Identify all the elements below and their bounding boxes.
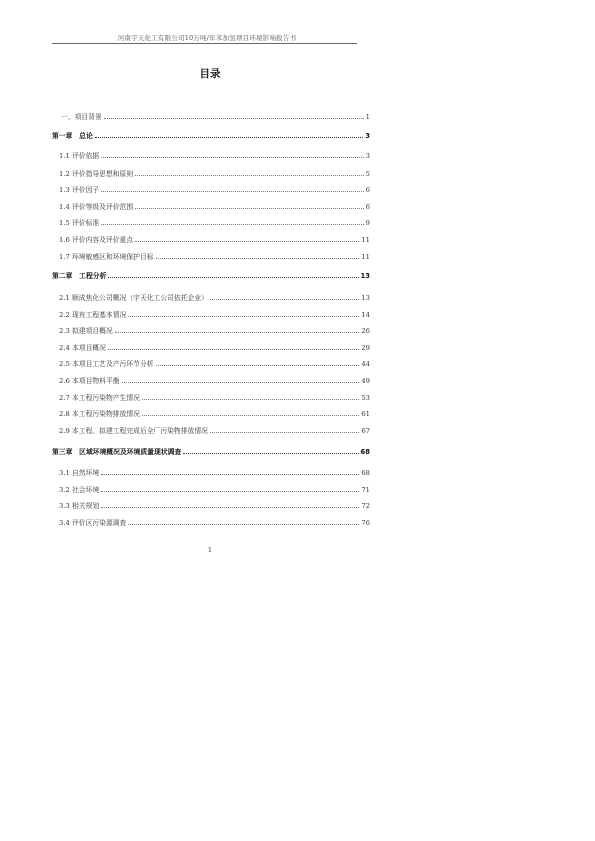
toc-entry[interactable] bbox=[52, 268, 370, 280]
toc-entry-page: 11 bbox=[361, 253, 370, 261]
toc-entry-page: 14 bbox=[361, 311, 370, 319]
toc-entry-page: 76 bbox=[361, 519, 370, 527]
toc-entry[interactable] bbox=[52, 406, 370, 418]
toc-dot-leader bbox=[135, 174, 364, 176]
toc-entry-label: 1.6 评价内容及评价重点 bbox=[59, 236, 134, 244]
toc-entry-page: 13 bbox=[360, 272, 370, 280]
toc-entry-label: 3.3 相关规划 bbox=[59, 502, 100, 510]
toc-entry-page: 5 bbox=[365, 170, 370, 178]
toc-entry-label: 1.3 评价因子 bbox=[59, 186, 100, 194]
toc-entry-label: 2.2 现有工程基本情况 bbox=[59, 311, 127, 319]
toc-entry-page: 9 bbox=[365, 219, 370, 227]
toc-dot-leader bbox=[183, 452, 358, 454]
toc-entry[interactable] bbox=[52, 423, 370, 435]
toc-entry-page: 72 bbox=[361, 502, 370, 510]
toc-entry-page: 61 bbox=[361, 410, 370, 418]
toc-entry[interactable] bbox=[52, 373, 370, 385]
toc-entry[interactable] bbox=[52, 215, 370, 227]
toc-entry[interactable] bbox=[52, 182, 370, 194]
toc-dot-leader bbox=[108, 348, 359, 350]
toc-entry[interactable] bbox=[52, 444, 370, 456]
toc-entry-label: 一、项目背景 bbox=[61, 113, 102, 121]
toc-entry-label: 2.4 本项目概况 bbox=[59, 344, 106, 352]
toc-entry-page: 11 bbox=[361, 236, 370, 244]
header-rule bbox=[52, 43, 357, 44]
toc-entry[interactable] bbox=[52, 307, 370, 319]
toc-entry-label: 3.2 社会环境 bbox=[59, 486, 100, 494]
toc-entry[interactable] bbox=[52, 290, 370, 302]
toc-dot-leader bbox=[115, 331, 360, 333]
toc-entry[interactable] bbox=[52, 515, 370, 527]
toc-entry-page: 44 bbox=[361, 360, 370, 368]
toc-entry-label: 第三章 区域环境概况及环境质量现状调查 bbox=[52, 448, 182, 456]
toc-entry[interactable] bbox=[52, 356, 370, 368]
toc-entry-label: 3.1 自然环境 bbox=[59, 469, 100, 477]
toc-entry-label: 2.9 本工程、拟建工程完成后全厂污染物排放情况 bbox=[59, 427, 208, 435]
toc-entry-label: 3.4 评价区污染源调查 bbox=[59, 519, 127, 527]
toc-dot-leader bbox=[135, 207, 364, 209]
toc-entry-page: 6 bbox=[365, 186, 370, 194]
toc-entry[interactable] bbox=[52, 199, 370, 211]
toc-entry-page: 1 bbox=[365, 113, 370, 121]
toc-entry[interactable] bbox=[52, 109, 370, 121]
toc-entry-label: 1.5 评价标准 bbox=[59, 219, 100, 227]
toc-entry-label: 1.7 环境敏感区和环境保护目标 bbox=[59, 253, 154, 261]
toc-dot-leader bbox=[108, 276, 358, 278]
toc-entry-page: 6 bbox=[365, 203, 370, 211]
toc-dot-leader bbox=[156, 257, 360, 259]
toc-entry-label: 1.4 评价等级及评价范围 bbox=[59, 203, 134, 211]
toc-entry-label: 2.6 本项目物料平衡 bbox=[59, 377, 120, 385]
toc-entry-label: 第二章 工程分析 bbox=[52, 272, 107, 280]
toc-dot-leader bbox=[101, 223, 364, 225]
toc-dot-leader bbox=[210, 431, 359, 433]
toc-entry-page: 3 bbox=[365, 132, 370, 140]
toc-dot-leader bbox=[95, 136, 363, 138]
toc-entry[interactable] bbox=[52, 498, 370, 510]
toc-entry-page: 26 bbox=[361, 327, 370, 335]
toc-entry-page: 67 bbox=[361, 427, 370, 435]
toc-dot-leader bbox=[101, 156, 364, 158]
toc-entry-page: 29 bbox=[361, 344, 370, 352]
toc-dot-leader bbox=[142, 398, 359, 400]
toc-entry-label: 2.3 拟建项目概况 bbox=[59, 327, 113, 335]
toc-entry-label: 2.7 本工程污染物产生情况 bbox=[59, 394, 140, 402]
toc-entry-page: 49 bbox=[361, 377, 370, 385]
toc-entry[interactable] bbox=[52, 465, 370, 477]
toc-entry[interactable] bbox=[52, 249, 370, 261]
toc-entry[interactable] bbox=[52, 482, 370, 494]
toc-dot-leader bbox=[156, 364, 360, 366]
toc-entry-page: 68 bbox=[360, 448, 370, 456]
toc-entry[interactable] bbox=[52, 232, 370, 244]
toc-entry-page: 53 bbox=[361, 394, 370, 402]
toc-dot-leader bbox=[104, 117, 364, 119]
toc-entry-label: 2.1 顺成焦化公司概况（宇天化工公司依托企业） bbox=[59, 294, 208, 302]
toc-entry-page: 71 bbox=[361, 486, 370, 494]
toc-dot-leader bbox=[101, 506, 359, 508]
toc-entry[interactable] bbox=[52, 323, 370, 335]
toc-entry-label: 1.1 评价依据 bbox=[59, 152, 100, 160]
toc-entry[interactable] bbox=[52, 148, 370, 160]
toc-entry-label: 2.5 本项目工艺及产污环节分析 bbox=[59, 360, 154, 368]
toc-entry-label: 2.8 本工程污染物排放情况 bbox=[59, 410, 140, 418]
toc-dot-leader bbox=[128, 315, 359, 317]
page-number: 1 bbox=[207, 546, 213, 554]
toc-entry[interactable] bbox=[52, 128, 370, 140]
toc-dot-leader bbox=[142, 414, 359, 416]
toc-dot-leader bbox=[101, 473, 359, 475]
toc-entry-page: 68 bbox=[361, 469, 370, 477]
toc-dot-leader bbox=[122, 381, 360, 383]
toc-dot-leader bbox=[128, 523, 359, 525]
toc-entry-label: 第一章 总论 bbox=[52, 132, 93, 140]
toc-entry-label: 1.2 评价指导思想和原则 bbox=[59, 170, 134, 178]
toc-dot-leader bbox=[101, 490, 359, 492]
toc-entry-page: 3 bbox=[365, 152, 370, 160]
toc-entry[interactable] bbox=[52, 390, 370, 402]
document-header: 河南宇天化工有限公司10万吨/年苯加氢项目环境影响报告书 bbox=[117, 34, 297, 42]
toc-entry[interactable] bbox=[52, 340, 370, 352]
toc-dot-leader bbox=[210, 298, 359, 300]
toc-entry[interactable] bbox=[52, 166, 370, 178]
toc-dot-leader bbox=[135, 240, 359, 242]
toc-entry-page: 13 bbox=[361, 294, 370, 302]
toc-title: 目录 bbox=[199, 68, 221, 80]
toc-dot-leader bbox=[101, 190, 364, 192]
